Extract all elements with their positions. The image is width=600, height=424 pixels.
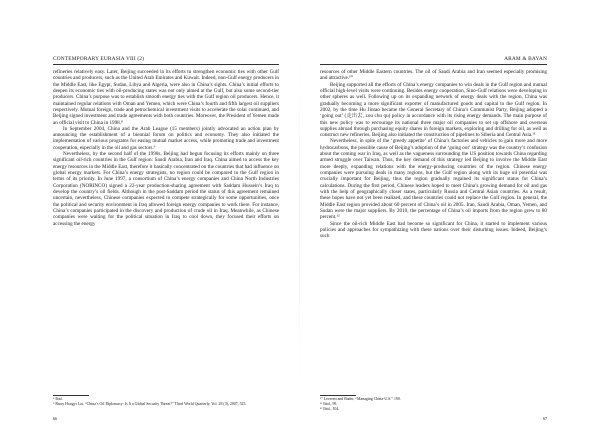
footnote-rule [320,395,356,396]
paragraph: In September 2004, China and the Arab League (15 members) jointly advocated an action plan by announcing the establishment of a biennial forum on politics and economy. They also initiated the implementation of various programs for easing mutual market access, while promoting trade and investment cooperation, especially in the oil and gas sectors.⁹ [53,125,279,151]
paragraph: Nevertheless, by the second half of the 1990s, Beijing had begun focusing its efforts mainly on three significant oil-rich countries in the Gulf region: Saudi Arabia, Iran and Iraq. China aimed to access the key energy resources in the Middle East, therefore it basically concentrated on the countries that had influence on global energy markets. For China’s energy strategists, no region could be compared to the Gulf region in terms of its priority. In June 1997, a consortium of China’s energy companies and China North Industries Corporation (NORINCO) signed a 22-year production-sharing agreement with Saddam Hussein’s Iraq to develop the country’s oil fields. Although in the post-Saddam period the status of this agreement remained uncertain, nevertheless, Chinese companies expected to compete strategically for some opportunities, once the political and security environment in Iraq allowed foreign energy companies to work there. For instance, China’s companies participated in the discovery and production of crude oil in Iraq. Meanwhile, as Chinese companies were waiting for the political situation in Iraq to cool down, they focused their efforts on accessing the energy [53,151,279,227]
header-rule [53,64,279,65]
paragraph: Nevertheless, in spite of the ‘greedy appetite’ of China’s factories and vehicles to gain more and more hydrocarbons, the possible cause of Beijing’s adoption of the ‘going out’ strategy was the country’s confusion about the coming war in Iraq, as well as the vagueness surrounding the US position towards China regarding armed struggle over Taiwan. Thus, the key demand of this strategy led Beijing to involve the Middle East more deeply, expanding relations with the energy-producing countries of the region. Chinese energy companies were pursuing deals in many regions, but the Gulf region along with its huge oil potential was crucially important for Beijing, thus the region gradually regained its significant status for China’s calculations. During the first period, Chinese leaders hoped to meet China’s growing demand for oil and gas with the help of geographically closer states, particularly Russia and Central Asian countries. As a result, these hopes have not yet been realized, and these countries could not replace the Gulf region. In general, the Middle East region provided about 60 percent of China’s oil in 2005. Iran, Saudi Arabia, Oman, Yemen, and Sudan were the major suppliers. By 2010, the percentage of China’s oil imports from the region grew to 80 percent.¹² [320,138,547,221]
paragraph: Beijing supported all the efforts of China’s energy companies to win deals in the Gulf region and mutual official high-level visits were continuing. Besides energy cooperation, Sino-Gulf relations were developing in other spheres as well. Following up on its expanding network of energy deals with the region, China was gradually becoming a more significant exporter of manufactured goods and capital to the Gulf region. In 2002, by the time Hu Jintao became the General Secretary of China’s Communist Party, Beijing adopted a ‘going out’ (走出去, zou chu qu) policy in accordance with its rising energy demands. The main purpose of this new policy was to encourage its national three major oil companies to set up offshore and overseas supplies abroad through purchasing equity shares in foreign markets, exploring and drilling for oil, as well as construct new refineries. Beijing also initiated the construction of pipelines to Siberia and Central Asia.¹¹ [320,81,547,139]
footnote-rule [53,395,89,396]
right-body-text [320,69,547,239]
paragraph: Since the oil-rich Middle East had become so significant for China, it started to implement various policies and approaches for sympathizing with these nations over their disturbing issues. Indeed, Beijing’s such [320,220,547,240]
paragraph: resources of other Middle Eastern countries. The oil of Saudi Arabia and Iran seemed especially promising and attractive.¹⁰ [320,69,547,82]
footnote: ⁸ Ibid. [53,397,63,401]
running-header-journal: CONTEMPORARY EURASIA VIII (2) [53,56,145,62]
footnote: ⁹ Barry Hongyi Lai, “China’s Oil Diplomacy: Is It a Global Security Threat?” Third World Quarterly, Vol. 28 (3), 2007, 525. [53,402,247,406]
page-number: 66 [53,416,58,421]
left-body-text [53,69,279,227]
footnote: ¹⁰ Leverett and Bader, “Managing China-U.S.” 190. [320,397,401,401]
left-footnotes [53,397,279,407]
running-header-authors: ARAM & BAYAN [504,56,547,62]
paragraph: refineries relatively easy. Later, Beijing succeeded in its efforts to strengthen economic ties with other Gulf countries and producers, such as the United Arab Emirates and Kuwait. Indeed, non-Gulf energy producers in the Middle East, like Egypt, Sudan, Libya and Algeria, were also in China’s sights. China’s initial efforts to deepen its economic ties with oil-producing states was not only aimed at the Gulf, but also some second-tier producers. China’s purpose was to establish smooth energy ties with the Gulf region oil producers. Hence, it maintained regular relations with Oman and Yemen, which were China’s fourth and fifth largest oil suppliers respectively. Mutual foreign, trade and petrochemical investment visits to accelerate the solar continued, and Beijing signed investment and trade agreements with both countries. Moreover, the President of Yemen made an official visit to China in 1998.⁸ [53,69,279,126]
page-number: 67 [542,416,547,421]
footnote: ¹² Ibid., 104. [320,407,340,411]
right-footnotes [320,397,547,412]
footnote: ¹¹ Ibid., 99. [320,402,338,406]
right-page [300,0,600,424]
header-rule [320,64,547,65]
